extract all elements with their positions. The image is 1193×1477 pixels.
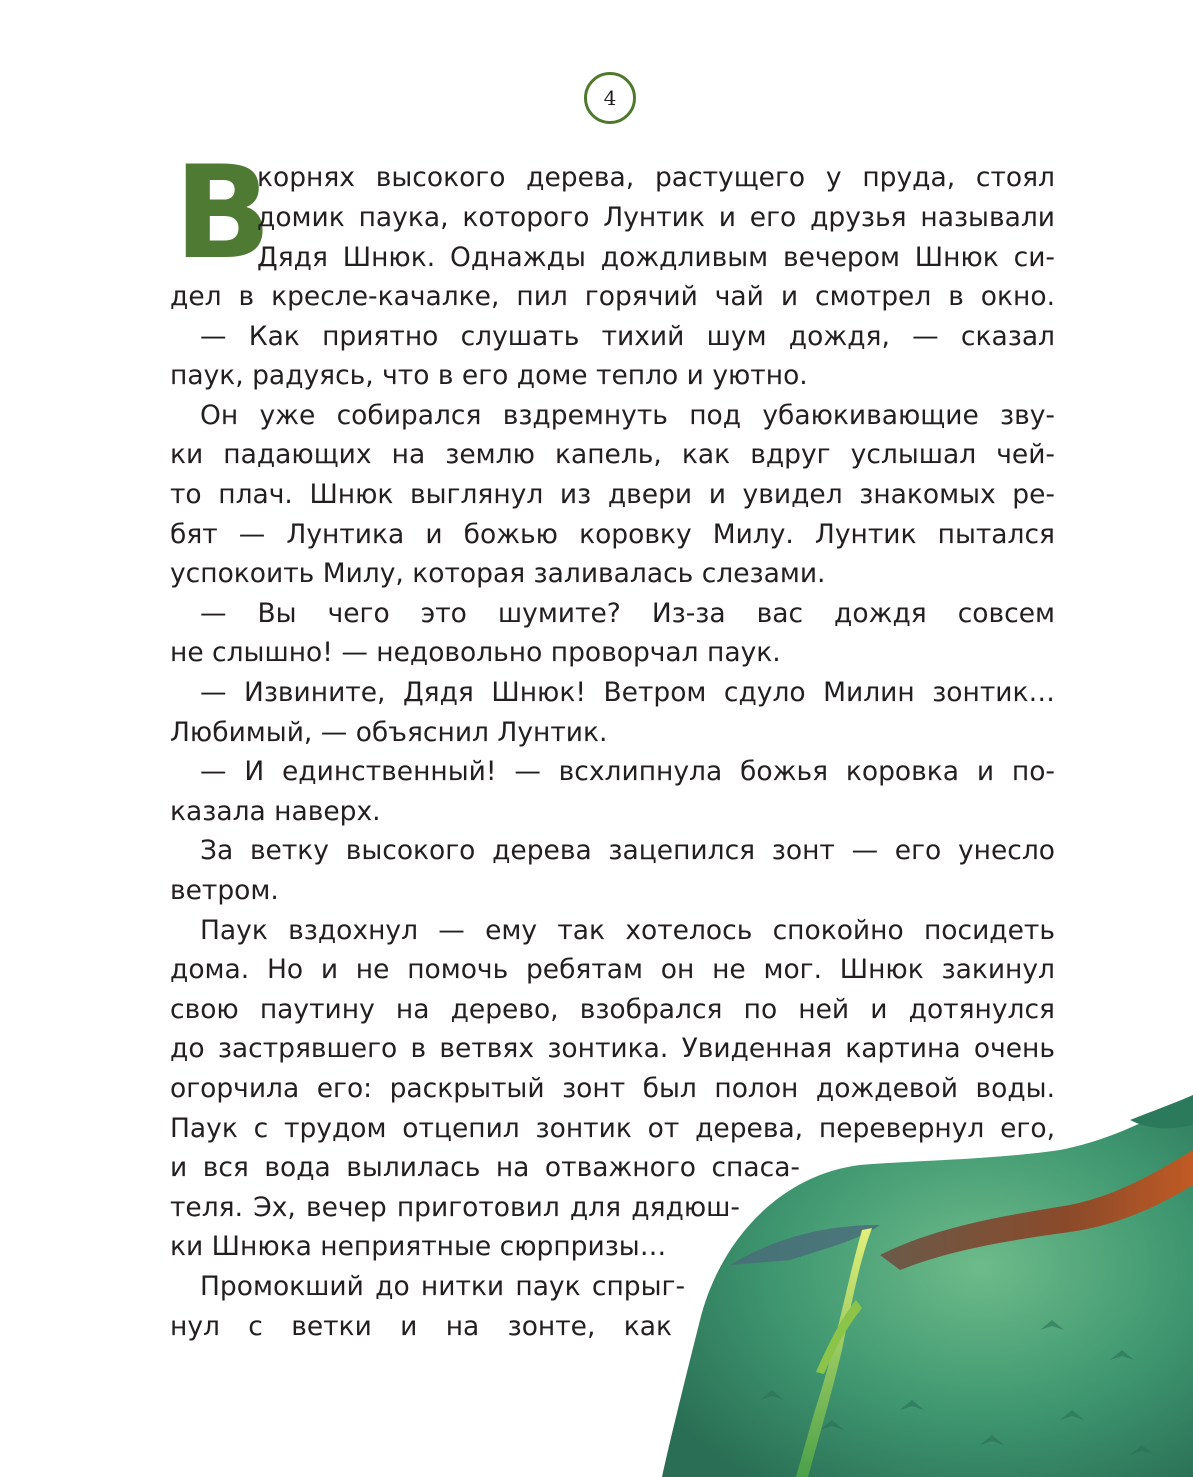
text-line: ки падающих на землю капель, как вдруг услышал чей- (170, 439, 1055, 470)
text-line: казала наверх. (170, 796, 381, 827)
text-line: За ветку высокого дерева зацепился зонт — его унесло (200, 835, 1055, 866)
text-line: не слышно! — недовольно проворчал паук. (170, 637, 781, 668)
text-line: — Как приятно слушать тихий шум дождя, — сказал (200, 321, 1055, 352)
text-line: Промокший до нитки паук спрыг- (200, 1271, 685, 1302)
text-line: дел в кресле-качалке, пил горячий чай и смотрел в окно. (170, 281, 1055, 312)
text-line: нул с ветки и на зонте, как (170, 1311, 672, 1342)
text-line: успокоить Милу, которая заливалась слезами. (170, 558, 826, 589)
text-line: — Вы чего это шумите? Из-за вас дождя совсем (200, 598, 1055, 629)
text-line: — И единственный! — всхлипнула божья коровка и по- (200, 756, 1055, 787)
text-line: бят — Лунтика и божью коровку Милу. Лунтик пытался (170, 519, 1055, 550)
text-line: Паук с трудом отцепил зонтик от дерева, перевернул его, (170, 1113, 1055, 1144)
text-line: до застрявшего в ветвях зонтика. Увиденная картина очень (170, 1033, 1055, 1064)
text-line: ки Шнюка неприятные сюрпризы… (170, 1231, 667, 1262)
page-number-label: 4 (603, 86, 617, 110)
text-line: и вся вода вылилась на отважного спаса- (170, 1152, 800, 1183)
text-line: Дядя Шнюк. Однажды дождливым вечером Шнюк си- (257, 242, 1055, 273)
text-line: Он уже собирался вздремнуть под убаюкивающие зву- (200, 400, 1055, 431)
text-line: домик паука, которого Лунтик и его друзья называли (257, 202, 1055, 233)
text-line: ветром. (170, 875, 279, 906)
text-line: паук, радуясь, что в его доме тепло и уютно. (170, 360, 808, 391)
text-line: то плач. Шнюк выглянул из двери и увидел знакомых ре- (170, 479, 1055, 510)
dropcap-letter: В (174, 139, 272, 288)
text-line: свою паутину на дерево, взобрался по ней и дотянулся (170, 994, 1055, 1025)
text-line: Паук вздохнул — ему так хотелось спокойно посидеть (200, 915, 1055, 946)
text-line: Любимый, — объяснил Лунтик. (170, 717, 608, 748)
text-line: теля. Эх, вечер приготовил для дядюш- (170, 1192, 740, 1223)
text-line: огорчила его: раскрытый зонт был полон дождевой воды. (170, 1073, 1055, 1104)
text-line: дома. Но и не помочь ребятам он не мог. Шнюк закинул (170, 954, 1055, 985)
text-line: — Извините, Дядя Шнюк! Ветром сдуло Милин зонтик… (200, 677, 1055, 708)
text-line: корнях высокого дерева, растущего у пруда, стоял (257, 162, 1055, 193)
